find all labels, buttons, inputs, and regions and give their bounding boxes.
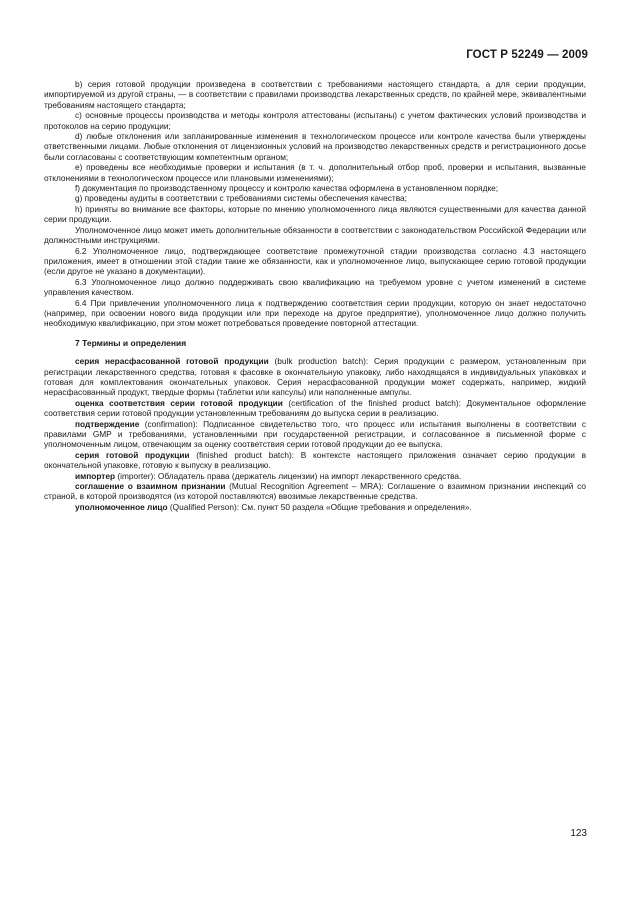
paragraph-h: h) приняты во внимание все факторы, которые по мнению уполномоченного лица являются существенными для качества данной серии продукции. bbox=[44, 203, 586, 225]
paragraph-c: c) основные процессы производства и методы контроля аттестованы (испытаны) с учетом фактических условий производства и протоколов на серию продукции; bbox=[44, 110, 586, 131]
document-header: ГОСТ Р 52249 — 2009 bbox=[466, 49, 588, 61]
term-text: (Mutual Recognition Agreement – MRA): Соглашение о взаимном признании инспекций со страной, в которой производятся (из которой поставляются) ввозимые лекарственные средства. bbox=[44, 481, 586, 502]
term-name: оценка соответствия серии готовой продукции bbox=[75, 397, 283, 408]
term-name: серия готовой продукции bbox=[75, 449, 190, 460]
paragraph-g: g) проведены аудиты в соответствии с требованиями системы обеспечения качества; bbox=[75, 193, 407, 204]
term-definition bbox=[44, 398, 586, 419]
term-name: уполномоченное лицо bbox=[75, 501, 168, 512]
term-text: (confirmation): Подписанное свидетельство того, что процесс или испытания выполнены в соответствии с правилами GMP и требованиями, установленными при государственной регистрации, и согласованное в письменной форме с уполномоченным лицом, отвечающим за оценку соответствия серии готовой продукции до ее выпуска. bbox=[44, 418, 586, 450]
term-name: соглашение о взаимном признании bbox=[75, 481, 226, 492]
term-name: серия нерасфасованной готовой продукции bbox=[75, 356, 269, 367]
paragraph-6-4: 6.4 При привлечении уполномоченного лица к подтверждению соответствия серии продукции, которую он знает недостаточно (например, при освоении нового вида продукции или при переходе на другое предприятие), уполномоченное лицо должно получить необходимую квалификацию, при этом может потребоваться проведение повторной аттестации. bbox=[44, 297, 586, 329]
paragraph-additional-duties: Уполномоченное лицо может иметь дополнительные обязанности в соответствии с законодательством Российской Федерации или должностными инструкциями. bbox=[44, 224, 586, 246]
term-text: (finished product batch): В контексте настоящего приложения означает серию продукции в окончательной упаковке, готовую к выпуску в реализацию. bbox=[44, 449, 586, 471]
paragraph-6-2: 6.2 Уполномоченное лицо, подтверждающее соответствие промежуточной стадии производства согласно 4.3 настоящего приложения, имеет в отношении этой стадии такие же обязанности, как и уполномоченное лицо, выпускающее серию готовой продукции (если другое не указано в документации). bbox=[44, 245, 586, 277]
term-definition bbox=[44, 481, 586, 502]
term-definition bbox=[44, 450, 586, 471]
term-definition bbox=[44, 419, 586, 450]
paragraph-d: d) любые отклонения или запланированные изменения в технологическом процессе или контроле качества были утверждены ответственными лицами. Любые отклонения от лицензионных условий на производство лекарственных средств и регистрационного досье были согласованы с соответствующим компетентным органом; bbox=[44, 131, 586, 162]
page-number: 123 bbox=[570, 828, 587, 839]
term-text: (Qualified Person): См. пункт 50 раздела «Общие требования и определения». bbox=[167, 501, 472, 512]
paragraph-f: f) документация по производственному процессу и контролю качества оформлена в установленном порядке; bbox=[75, 183, 499, 194]
paragraph-b: b) серия готовой продукции произведена в соответствии с требованиями настоящего стандарта, а для серии продукции, импортируемой из другой страны, — в соответствии с правилами производства лекарственных средств, по крайней мере, эквивалентными требованиям настоящего стандарта; bbox=[44, 79, 586, 110]
term-name: импортер bbox=[75, 470, 116, 481]
term-text: (certification of the finished product batch): Документальное оформление соответствия серии готовой продукции установленным требованиям до выпуска серии в реализацию. bbox=[44, 397, 586, 419]
term-definition bbox=[44, 471, 586, 481]
term-name: подтверждение bbox=[75, 418, 140, 429]
paragraph-6-3: 6.3 Уполномоченное лицо должно поддерживать свою квалификацию на требуемом уровне с учетом изменений в системе управления качеством. bbox=[44, 276, 586, 298]
term-text: (importer): Обладатель права (держатель лицензии) на импорт лекарственного средства. bbox=[115, 470, 462, 481]
section-title: 7 Термины и определения bbox=[75, 337, 187, 348]
term-text: (bulk production batch): Серия продукции с размером, установленным при регистрации лекарственного средства, готовая к фасовке в окончательную упаковку, либо находящаяся в индивидуальных упаковках и готовая для комплектования окончательных упаковок. Серия нерасфасованной продукции может содержать, например, жидкий нерасфасованный продукт, твердые формы (таблетки или капсулы) или наполненные ампулы. bbox=[44, 356, 587, 398]
document-body bbox=[44, 79, 586, 512]
term-definition bbox=[44, 356, 586, 398]
term-definition bbox=[44, 502, 586, 512]
paragraph-e: e) проведены все необходимые проверки и испытания (в т. ч. дополнительный отбор проб, проверки и испытания, вызванные отклонениями в технологическом процессе или плановыми изменениями); bbox=[44, 162, 586, 183]
